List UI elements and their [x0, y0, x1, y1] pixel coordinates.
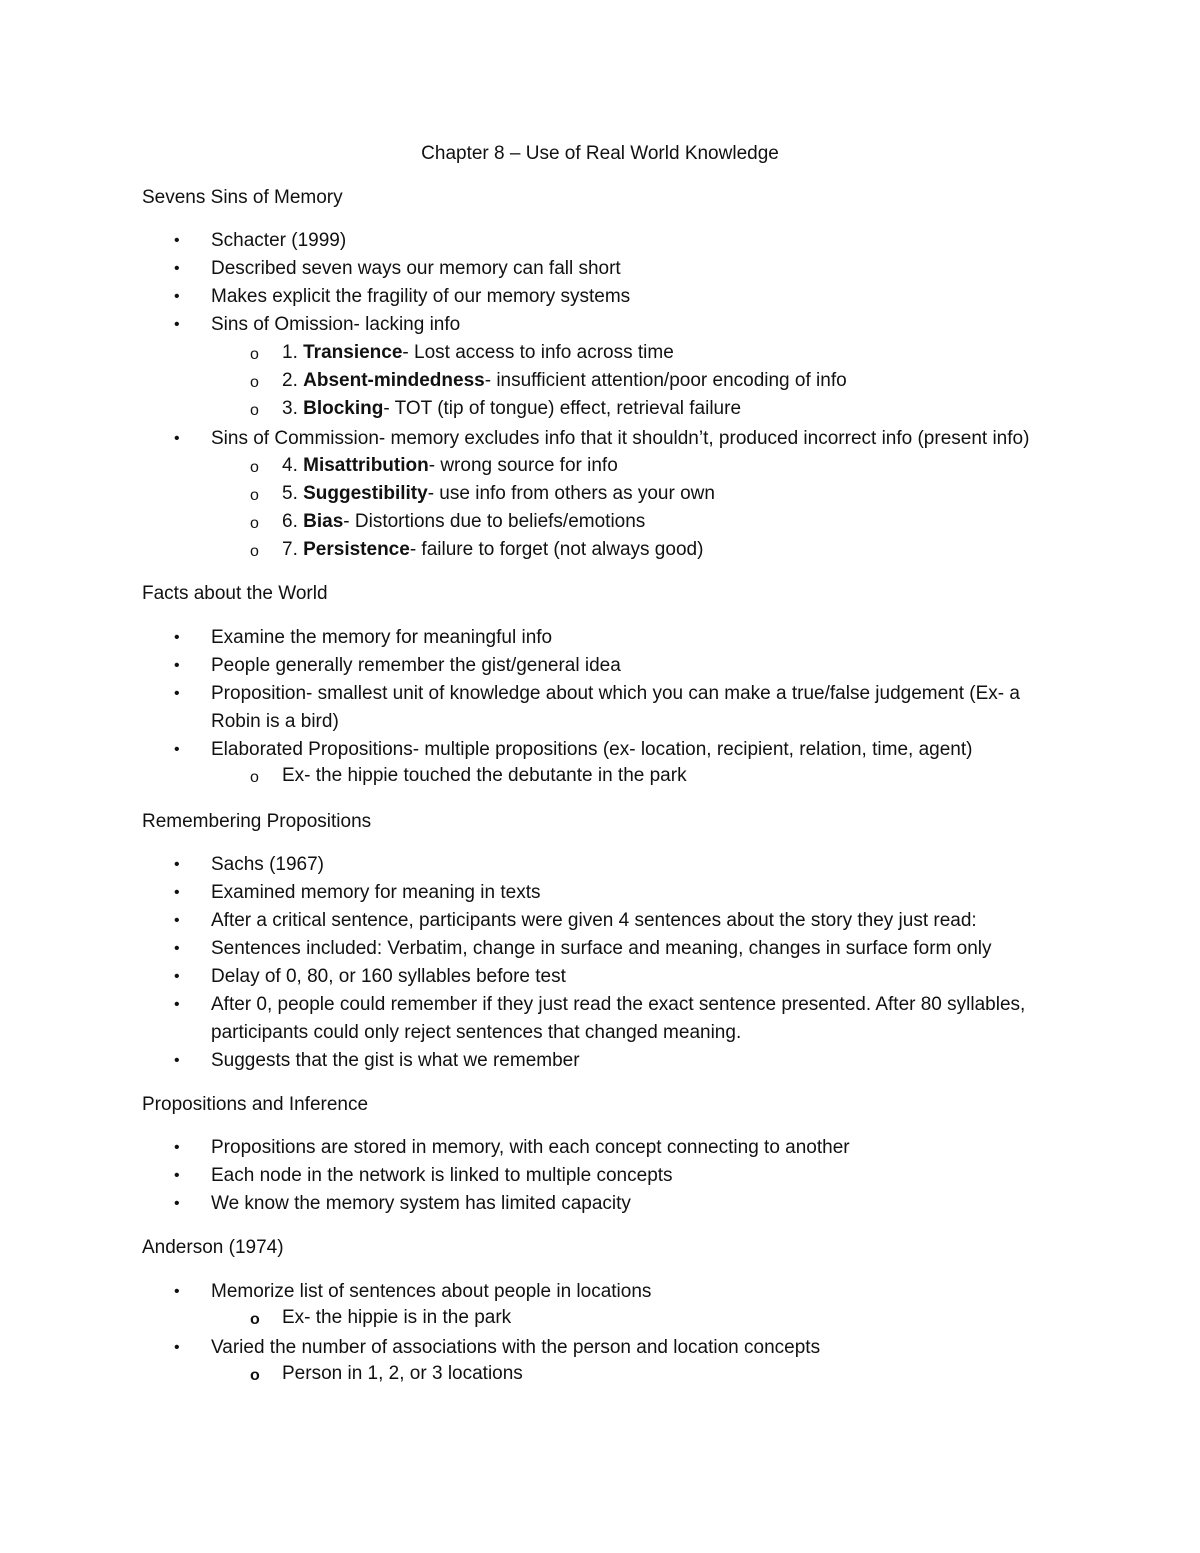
term-transience: Transience [303, 342, 403, 363]
sub-list-item: 7. Persistence- failure to forget (not always good) [282, 539, 704, 560]
term-absent-mindedness: Absent-mindedness [303, 370, 485, 391]
list-item: Memorize list of sentences about people in locations [211, 1281, 652, 1302]
sub-bullet-marker: o [250, 769, 259, 786]
list-item: Examine the memory for meaningful info [211, 627, 553, 648]
bullet-marker: • [174, 288, 180, 305]
sub-bullet-marker: o [250, 346, 259, 363]
bullet-marker: • [174, 1167, 180, 1184]
sub-bullet-marker: o [250, 515, 259, 532]
bullet-marker: • [174, 1139, 180, 1156]
bullet-marker: • [174, 856, 180, 873]
list-item: Suggests that the gist is what we remember [211, 1050, 580, 1071]
section-heading-propositions-inference: Propositions and Inference [142, 1094, 369, 1115]
sub-list-item: Person in 1, 2, or 3 locations [282, 1363, 523, 1384]
sub-list-item: 3. Blocking- TOT (tip of tongue) effect, retrieval failure [282, 398, 742, 419]
term-suggestibility: Suggestibility [303, 483, 428, 504]
term-misattribution: Misattribution [303, 455, 429, 476]
section-heading-anderson: Anderson (1974) [142, 1237, 284, 1258]
bullet-marker: • [174, 884, 180, 901]
sub-bullet-marker: o [250, 459, 259, 476]
bullet-marker: • [174, 1283, 180, 1300]
list-item: Varied the number of associations with the person and location concepts [211, 1337, 821, 1358]
list-item: People generally remember the gist/general idea [211, 655, 621, 676]
section-heading-seven-sins: Sevens Sins of Memory [142, 187, 343, 208]
bullet-marker: • [174, 657, 180, 674]
term-persistence: Persistence [303, 539, 410, 560]
list-item: Examined memory for meaning in texts [211, 882, 541, 903]
sub-bullet-marker: o [250, 1311, 260, 1328]
term-blocking: Blocking [303, 398, 384, 419]
list-item: Proposition- smallest unit of knowledge about which you can make a true/false judgement (Ex- a Robin is a bird) [211, 683, 1020, 732]
bullet-marker: • [174, 940, 180, 957]
sub-list-item: 6. Bias- Distortions due to beliefs/emotions [282, 511, 646, 532]
bullet-marker: • [174, 1052, 180, 1069]
list-item: Schacter (1999) [211, 230, 347, 251]
list-item: Sentences included: Verbatim, change in surface and meaning, changes in surface form only [211, 938, 992, 959]
sub-bullet-marker: o [250, 487, 259, 504]
sub-list-item: 5. Suggestibility- use info from others as your own [282, 483, 715, 504]
bullet-marker: • [174, 1339, 180, 1356]
sub-list-item: 4. Misattribution- wrong source for info [282, 455, 618, 476]
list-item: Sins of Omission- lacking info [211, 314, 461, 335]
sub-bullet-marker: o [250, 543, 259, 560]
sub-bullet-marker: o [250, 374, 259, 391]
sub-bullet-marker: o [250, 402, 259, 419]
sub-list-item: 2. Absent-mindedness- insufficient attention/poor encoding of info [282, 370, 847, 391]
section-heading-facts-world: Facts about the World [142, 583, 328, 604]
bullet-marker: • [174, 430, 180, 447]
list-item: Elaborated Propositions- multiple propositions (ex- location, recipient, relation, time, agent) [211, 739, 973, 760]
sub-bullet-marker: o [250, 1367, 260, 1384]
bullet-marker: • [174, 316, 180, 333]
bullet-marker: • [174, 260, 180, 277]
bullet-marker: • [174, 996, 180, 1013]
list-item: Delay of 0, 80, or 160 syllables before test [211, 966, 566, 987]
bullet-marker: • [174, 629, 180, 646]
page-title: Chapter 8 – Use of Real World Knowledge [421, 143, 779, 164]
list-item: Sins of Commission- memory excludes info that it shouldn’t, produced incorrect info (present info) [211, 428, 1030, 449]
list-item: Each node in the network is linked to multiple concepts [211, 1165, 673, 1186]
sub-list-item: 1. Transience- Lost access to info across time [282, 342, 674, 363]
list-item: After a critical sentence, participants were given 4 sentences about the story they just read: [211, 910, 977, 931]
bullet-marker: • [174, 912, 180, 929]
bullet-marker: • [174, 685, 180, 702]
bullet-marker: • [174, 968, 180, 985]
bullet-marker: • [174, 232, 180, 249]
list-item: Sachs (1967) [211, 854, 325, 875]
bullet-marker: • [174, 741, 180, 758]
bullet-marker: • [174, 1195, 180, 1212]
list-item: Makes explicit the fragility of our memory systems [211, 286, 631, 307]
list-item: After 0, people could remember if they just read the exact sentence presented. After 80 syllables, participants could only reject sentences that changed meaning. [211, 994, 1026, 1043]
term-bias: Bias [303, 511, 344, 532]
sub-list-item: Ex- the hippie is in the park [282, 1307, 512, 1328]
sub-list-item: Ex- the hippie touched the debutante in the park [282, 765, 687, 786]
list-item: Described seven ways our memory can fall short [211, 258, 621, 279]
list-item: We know the memory system has limited capacity [211, 1193, 631, 1214]
section-heading-remembering-propositions: Remembering Propositions [142, 811, 372, 832]
list-item: Propositions are stored in memory, with each concept connecting to another [211, 1137, 850, 1158]
